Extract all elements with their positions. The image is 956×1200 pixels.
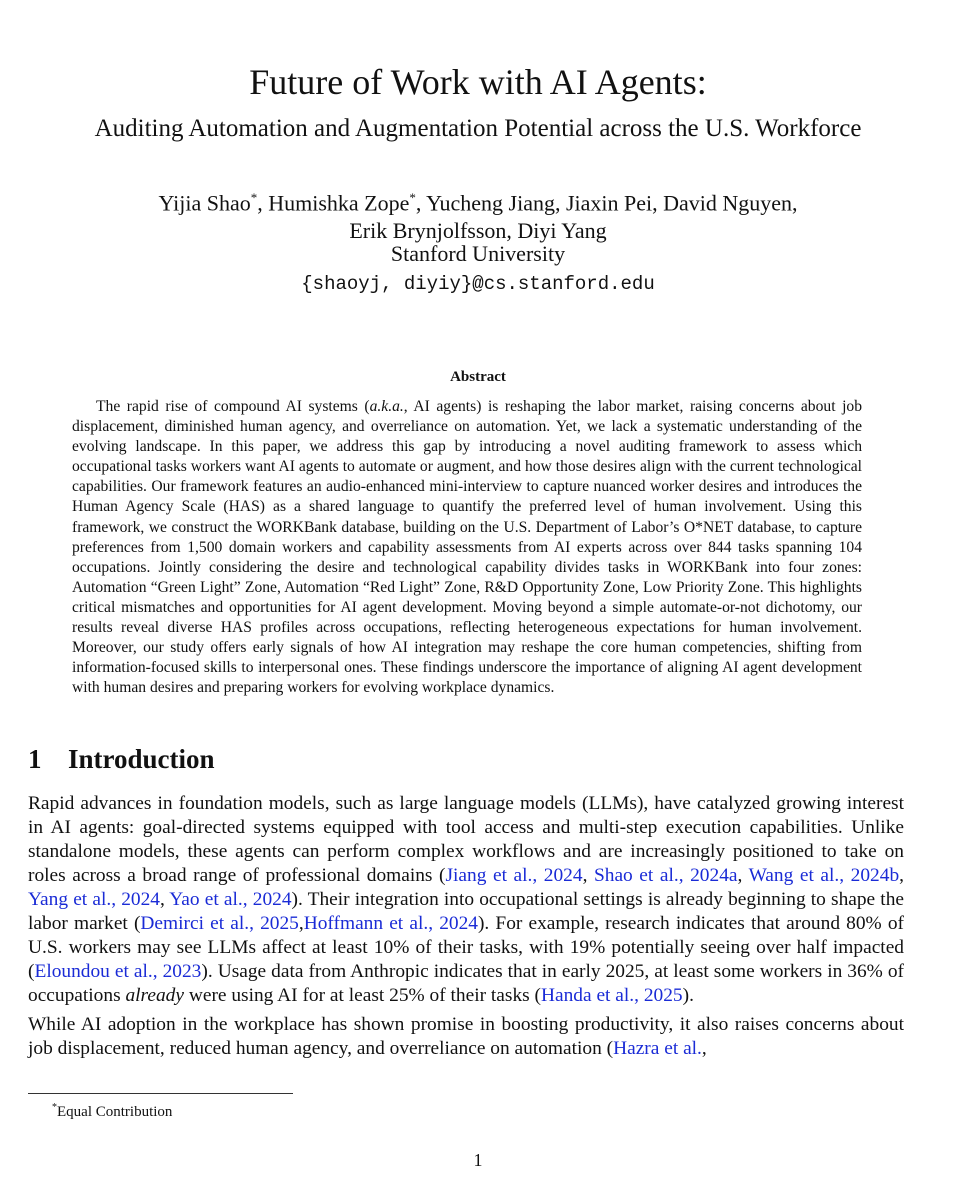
citation-link[interactable]: Handa et al., 2025 bbox=[541, 985, 683, 1006]
abstract-aka: a.k.a. bbox=[369, 398, 404, 415]
author-name: Humishka Zope bbox=[268, 190, 410, 216]
author-separator: , bbox=[257, 190, 269, 216]
section-title: Introduction bbox=[68, 744, 215, 774]
paper-subtitle: Auditing Automation and Augmentation Potential across the U.S. Workforce bbox=[94, 115, 862, 142]
author-list bbox=[0, 184, 956, 245]
equal-contribution-mark: * bbox=[250, 190, 258, 205]
affiliation: Stanford University bbox=[390, 241, 566, 266]
paragraph-text: Rapid advances in foundation models, such as large language models (LLMs), have catalyzed growing interest in AI agents: goal-directed systems equipped with tool access and multi-step execution capabilities. Unlike standalone models, these agents can perform complex workflows and are increasingly positioned to take on roles across a broad range of professional domains ( bbox=[28, 793, 904, 886]
emphasis-text: already bbox=[125, 985, 184, 1006]
paragraph-text: ). Their integration into occupational settings is already beginning to shape the labor market ( bbox=[28, 889, 905, 934]
citation-link[interactable]: Hoffmann et al., 2024 bbox=[303, 913, 478, 934]
author-line-1 bbox=[0, 184, 956, 217]
intro-paragraph-2 bbox=[28, 1013, 904, 1061]
author-names: Yucheng Jiang, Jiaxin Pei, David Nguyen, bbox=[426, 190, 798, 216]
citation-link[interactable]: Jiang et al., 2024 bbox=[445, 865, 583, 886]
author-separator: , bbox=[415, 190, 427, 216]
abstract-text: , AI agents) is reshaping the labor market, raising concerns about job displacement, diminished human agency, and overreliance on automation. Yet, we lack a systematic understanding of the evolving landscape. In this paper, we address this gap by introducing a novel auditing framework to assess which occupational tasks workers want AI agents to automate or augment, and how those desires align with the current technological capabilities. Our framework features an audio-enhanced mini-interview to capture nuanced worker desires and introduces the Human Agency Scale (HAS) as a shared language to quantify the preferred level of human involvement. Using this framework, we construct the WORKBank database, building on the U.S. Department of Labor’s O*NET database, to capture preferences from 1,500 domain workers and capability assessments from AI experts across over 844 tasks spanning 104 occupations. Jointly considering the desire and technological capability divides tasks in WORKBank into four zones: Automation “Green Light” Zone, Automation “Red Light” Zone, R&D Opportunity Zone, Low Priority Zone. This highlights critical mismatches and opportunities for AI agent development. Moving beyond a simple automate-or-not dichotomy, our results reveal diverse HAS profiles across occupations, reflecting heterogeneous expectations for human involvement. Moreover, our study offers early signals of how AI integration may reshape the core human competencies, shifting from information-focused skills to interpersonal ones. These findings underscore the importance of aligning AI agent development with human desires and preparing workers for evolving workplace dynamics. bbox=[72, 398, 862, 697]
citation-link[interactable]: Yao et al., 2024 bbox=[169, 889, 292, 910]
citation-link[interactable]: Eloundou et al., 2023 bbox=[34, 961, 202, 982]
contact-email: {shaoyj, diyiy}@cs.stanford.edu bbox=[301, 273, 655, 295]
citation-link[interactable]: Wang et al., 2024b bbox=[748, 865, 900, 886]
citation-link[interactable]: Hazra et al. bbox=[613, 1038, 702, 1059]
paragraph-text: ). For example, research indicates that around 80% of U.S. workers may see LLMs affect at least 10% of their tasks, with 19% potentially seeing over half impacted ( bbox=[28, 913, 904, 982]
equal-contribution-mark: * bbox=[409, 190, 416, 205]
citation-link[interactable]: Yang et al., 2024 bbox=[28, 889, 160, 910]
paragraph-text: ). bbox=[682, 985, 694, 1006]
author-line-2: Erik Brynjolfsson, Diyi Yang bbox=[349, 218, 607, 244]
paper-title: Future of Work with AI Agents: bbox=[249, 62, 707, 102]
citation-link[interactable]: Demirci et al., 2025 bbox=[140, 913, 299, 934]
section-heading bbox=[28, 742, 215, 776]
paragraph-text: , bbox=[701, 1038, 707, 1059]
paragraph-text: were using AI for at least 25% of their tasks ( bbox=[183, 985, 541, 1006]
intro-paragraph-1: Rapid advances in foundation models, such as large language models (LLMs), have catalyzed growing interest in AI agents: goal-directed systems equipped with tool access and multi-step execution capabilities. Unlike standalone models, these agents can perform complex workflows and are increasingly positioned to take on roles across a broad range of professional domains (Jiang et al., 2024, Shao et al., 2024a, Wang et al., 2024b, Yang et al., 2024, Yao et al., 2024). Their integration into occupational settings is already beginning to shape the labor market (Demirci et al., 2025,Hoffmann et al., 2024). For example, research indicates that around 80% of U.S. workers may see LLMs affect at least 10% of their tasks, with 19% potentially seeing over half impacted (Eloundou et al., 2023). Usage data from Anthropic indicates that in early 2025, at least some workers in 36% of occupations already were using AI for at least 25% of their tasks (Handa et al., 2025). bbox=[28, 793, 905, 1006]
abstract-text: The rapid rise of compound AI systems ( bbox=[96, 398, 370, 415]
footnote-divider bbox=[28, 1093, 293, 1094]
introduction-body bbox=[28, 792, 904, 1066]
abstract-body bbox=[72, 397, 862, 698]
paragraph-text: ). Usage data from Anthropic indicates that in early 2025, at least some workers in 36% of occupations bbox=[28, 961, 904, 1006]
citation-link[interactable]: Shao et al., 2024a bbox=[593, 865, 738, 886]
section-number: 1 bbox=[28, 744, 42, 774]
page-number: 1 bbox=[473, 1150, 483, 1170]
footnote-text: Equal Contribution bbox=[57, 1104, 173, 1120]
paragraph-text: While AI adoption in the workplace has shown promise in boosting productivity, it also raises concerns about job displacement, reduced human agency, and overreliance on automation ( bbox=[28, 1014, 904, 1059]
author-name: Yijia Shao bbox=[158, 190, 251, 216]
footnote bbox=[52, 1098, 172, 1122]
footnote-mark: * bbox=[52, 1102, 57, 1113]
abstract-heading: Abstract bbox=[450, 369, 506, 385]
